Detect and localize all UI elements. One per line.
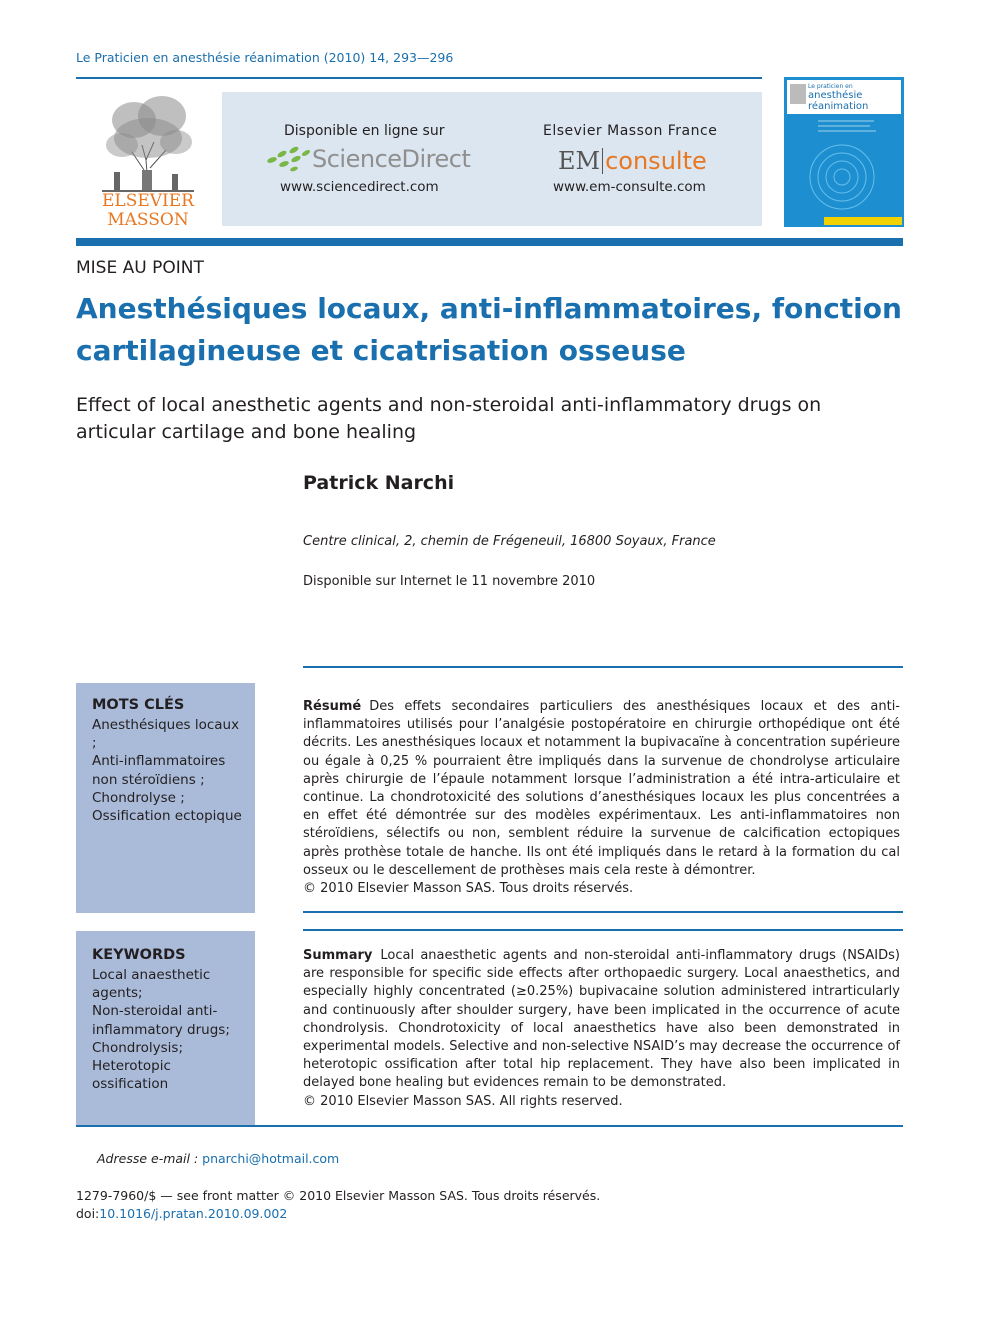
mots-cles-list [92,716,243,825]
em-consulte-url[interactable]: www.em-consulte.com [553,179,706,195]
summary-label: Summary [303,948,373,963]
cover-title-a: anesthésie [808,90,863,101]
keywords-heading: KEYWORDS [92,947,186,963]
keyword-item: Chondrolyse ; [92,789,185,806]
summary-copyright: © 2010 Elsevier Masson SAS. All rights reserved. [303,1093,623,1109]
cover-artwork [784,77,904,227]
elsevier-masson-logo[interactable] [94,90,202,230]
em-consulte-divider [602,148,603,174]
keyword-item: Heterotopic ossification [92,1058,171,1093]
email-label: Adresse e-mail : [97,1151,199,1166]
online-availability-banner [222,92,762,226]
summary-top-rule [303,929,903,931]
journal-cover-thumbnail[interactable] [784,77,904,227]
sciencedirect-wordmark: ScienceDirect [312,145,471,173]
article-title: Anesthésiques locaux, anti-inflammatoires, fonction cartilagineuse et cicatrisation osseuse [76,292,902,367]
sciencedirect-url[interactable]: www.sciencedirect.com [280,179,439,195]
section-label: MISE AU POINT [76,258,204,278]
resume-block [303,698,900,898]
author-email-link[interactable]: pnarchi@hotmail.com [202,1151,340,1166]
header-thick-rule [76,238,903,246]
resume-top-rule [303,666,903,668]
doi-label: doi: [76,1206,100,1221]
mots-cles-heading: MOTS CLÉS [92,697,185,713]
keyword-item: Anti-inflammatoires non stéroïdiens ; [92,753,226,788]
keywords-list [92,966,243,1093]
keyword-item: Anesthésiques locaux ; [92,717,240,752]
author-affiliation: Centre clinical, 2, chemin de Frégeneuil, 16800 Soyaux, France [303,534,716,549]
resume-label: Résumé [303,699,362,714]
tree-icon [94,90,202,230]
resume-copyright: © 2010 Elsevier Masson SAS. Tous droits réservés. [303,881,634,897]
resume-text: Des effets secondaires particuliers des anesthésiques locaux et des anti-inflammatoires utilisés pour l’analgésie postopératoire en chirurgie orthopédique ont été décrits. Les anesthésiques locaux et notamment la bupivacaïne à concentration supérieure ou égale à 0,25 % pourraient être impliqués dans la survenue de chondrolyse articulaire après chirurgie de l’épaule notamment lorsque l’administration a été intra-articulaire et continue. La chondrotoxicité des solutions d’anesthésiques locaux les plus concentrées a en effet été démontrée sur des modèles expérimentaux. Les anti-inflammatoires non stéroïdiens, sélectifs ou non, semblent réduire la survenue de calcification ectopiques après prothèse totale de hanche. Ils ont été impliqués dans le retard à la formation du cal osseux ou le descellement de prothèses mais cela reste à démontrer. [303,699,900,878]
em-consulte-logo[interactable] [558,147,707,175]
mots-cles-box [76,683,255,913]
article-subtitle: Effect of local anesthetic agents and non-steroidal anti-inflammatory drugs on articular cartilage and bone healing [76,394,822,443]
em-consulte-caption: Elsevier Masson France [543,123,718,139]
sciencedirect-logo[interactable] [264,144,471,174]
sciencedirect-leaf-icon [264,144,314,174]
doi-line [76,1205,600,1223]
keywords-box [76,931,255,1126]
doi-link[interactable]: 10.1016/j.pratan.2010.09.002 [99,1206,288,1221]
summary-block [303,947,900,1111]
header-rule [76,77,762,79]
email-footnote [97,1151,339,1166]
author-name[interactable]: Patrick Narchi [303,472,455,494]
keyword-item: Non-steroidal anti-inflammatory drugs; [92,1003,230,1038]
resume-bottom-rule [303,911,903,913]
availability-date: Disponible sur Internet le 11 novembre 2010 [303,574,596,589]
keyword-item: Ossification ectopique [92,808,242,825]
summary-bottom-rule [76,1125,903,1127]
keyword-item: Chondrolysis; [92,1039,183,1056]
cover-title-top: Le praticien en [808,83,853,90]
keyword-item: Local anaesthetic agents; [92,967,211,1002]
em-consulte-em: EM [558,147,601,175]
logo-word-elsevier: ELSEVIER [102,191,194,211]
sciencedirect-caption: Disponible en ligne sur [284,123,445,139]
summary-text: Local anaesthetic agents and non-steroidal anti-inflammatory drugs (NSAIDs) are responsible for specific side effects after orthopaedic surgery. Local anaesthetics, and especially highly concentrated (≥0.25%) bupivacaine solution administered intrarticularly and continuously after shoulder surgery, have been implicated in the occurrence of acute chondrolysis. Chondrotoxicity of local anaesthetics have also been demonstrated in experimental models. Selective and non-selective NSAID’s may decrease the occurrence of heterotopic ossification after total hip replacement. They have also been implicated in delayed bone healing but evidences remain to be demonstrated. [303,948,900,1091]
em-consulte-wordmark: consulte [605,147,707,175]
logo-word-masson: MASSON [107,210,189,230]
page-footer [76,1187,600,1223]
journal-reference[interactable]: Le Praticien en anesthésie réanimation (2010) 14, 293—296 [76,50,454,65]
cover-title-b: réanimation [808,101,869,112]
front-matter-line: 1279-7960/$ — see front matter © 2010 Elsevier Masson SAS. Tous droits réservés. [76,1188,601,1203]
